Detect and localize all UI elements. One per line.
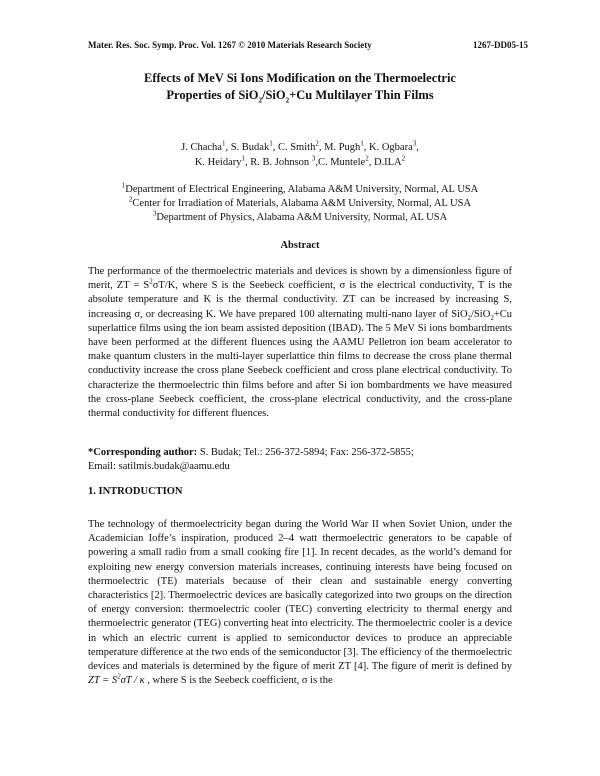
- author-separator: ,: [416, 142, 419, 153]
- title-text: /SiO: [261, 88, 286, 102]
- formula-part: ZT = S: [88, 675, 118, 687]
- affil-mark: 1: [221, 139, 226, 148]
- intro-text: , where S is the Seebeck coefficient, σ is the: [144, 675, 333, 687]
- author: ,C. Muntele: [315, 157, 366, 168]
- affil-mark: 2: [401, 154, 406, 163]
- affil-text: Department of Electrical Engineering, Alabama A&M University, Normal, AL USA: [125, 184, 479, 195]
- author-line-1: [60, 140, 540, 155]
- author: , S. Budak: [225, 142, 270, 153]
- journal-citation: Mater. Res. Soc. Symp. Proc. Vol. 1267 © 2010 Materials Research Society: [88, 40, 372, 50]
- superscript: 2: [149, 277, 153, 286]
- subscript: 2: [467, 313, 472, 322]
- formula-sup: 2: [117, 672, 121, 681]
- affil-mark: 3: [412, 139, 417, 148]
- author: K. Heidary: [194, 157, 242, 168]
- author: , M. Pugh: [318, 142, 361, 153]
- abstract-text: +Cu superlattice films using the ion beam assisted deposition (IBAD). The 5 MeV Si ions bombardments have been performed at the different fluences using the AAMU Pelletron ion beam accelerator to make quantum clusters in the multi-layer superlattice thin films to decrease the cross plane thermal conductivity increase the cross plane Seebeck coefficient and cross plane electrical conductivity. To characterize the thermoelectric thin films before and after Si ion bombardments we have measured the cross-plane Seebeck coefficient, the cross-plane electrical conductivity, and the cross-plane thermal conductivity for different fluences.: [88, 308, 512, 420]
- section-heading-introduction: 1. INTRODUCTION: [88, 486, 183, 497]
- affil-number: 2: [128, 195, 133, 204]
- affil-number: 1: [121, 181, 126, 190]
- formula-part: σT / κ: [120, 675, 145, 687]
- paper-title: [60, 70, 540, 104]
- title-text: +Cu Multilayer Thin Films: [289, 88, 434, 102]
- author-line-2: [60, 155, 540, 170]
- title-subscript: 2: [258, 96, 262, 105]
- affil-text: Center for Irradiation of Materials, Alabama A&M University, Normal, AL USA: [132, 198, 472, 209]
- corresponding-author: [88, 446, 512, 474]
- abstract-text: /SiO: [471, 308, 491, 320]
- abstract-heading: Abstract: [280, 240, 320, 251]
- author-list: [60, 140, 540, 170]
- paper-id: 1267-DD05-15: [473, 40, 528, 50]
- introduction-body: [88, 518, 512, 688]
- affil-mark: 1: [241, 154, 245, 163]
- subscript: 2: [490, 313, 494, 322]
- author: J. Chacha: [181, 142, 222, 153]
- affiliation-2: [60, 197, 540, 211]
- zt-formula: [88, 672, 145, 687]
- affiliations: [60, 183, 540, 225]
- abstract-text: The performance of the thermoelectric materials and devices is shown by a dimensionless figure of merit, ZT = S: [88, 266, 512, 292]
- corr-contact: S. Budak; Tel.: 256-372-5894; Fax: 256-372-5855;: [197, 447, 414, 458]
- author: , D.ILA: [368, 157, 402, 168]
- abstract-body: [88, 265, 512, 421]
- intro-text: The technology of thermoelectricity began during the World War II when Soviet Union, under the Academician Ioffe’s inspiration, produced 2–4 watt thermoelectric generators to be capable of powering a small radio from a small cooking fire [1]. In recent decades, as the world’s demand for exploiting new energy conversion materials increases, continuing interests have being focused on thermoelectric (TE) materials because of their clean and sustainable energy converting characteristics [2]. Thermoelectric devices are basically categorized into two groups on the direction of energy conversion: thermoelectric cooler (TEC) converting electricity to thermal energy and thermoelectric generator (TEG) converting heat into electricity. The thermoelectric cooler is a device in which an electric current is applied to semiconductor devices to produce an appreciable temperature difference at the two ends of the semiconductor [3]. The efficiency of the thermoelectric devices and materials is determined by the figure of merit ZT [4]. The figure of merit is defined by: [88, 519, 512, 673]
- abstract-text: σT/K, where S is the Seebeck coefficient, σ is the electrical conductivity, T is the absolute temperature and K is the thermal conductivity. ZT can be increased by increasing S, increasing σ, or decreasing K. We have prepared 100 alternating multi-nano layer of SiO: [88, 280, 512, 320]
- affil-mark: 1: [360, 139, 364, 148]
- author: , C. Smith: [272, 142, 316, 153]
- title-line-1: Effects of MeV Si Ions Modification on the Thermoelectric: [144, 71, 456, 85]
- title-text: Properties of SiO: [166, 88, 259, 102]
- affil-mark: 1: [269, 139, 273, 148]
- affil-text: Department of Physics, Alabama A&M University, Normal, AL USA: [156, 212, 448, 223]
- affil-mark: 2: [315, 139, 319, 148]
- affil-number: 3: [152, 209, 157, 218]
- affil-mark: 2: [365, 154, 369, 163]
- corr-label: *Corresponding author:: [88, 447, 198, 458]
- affil-mark: 3: [311, 154, 316, 163]
- affiliation-3: [60, 211, 540, 225]
- author: , K. Ogbara: [363, 142, 413, 153]
- corr-email: Email: satilmis.budak@aamu.edu: [88, 461, 230, 473]
- title-line-2: [60, 87, 540, 104]
- title-subscript: 2: [285, 96, 290, 105]
- author: , R. B. Johnson: [245, 157, 312, 168]
